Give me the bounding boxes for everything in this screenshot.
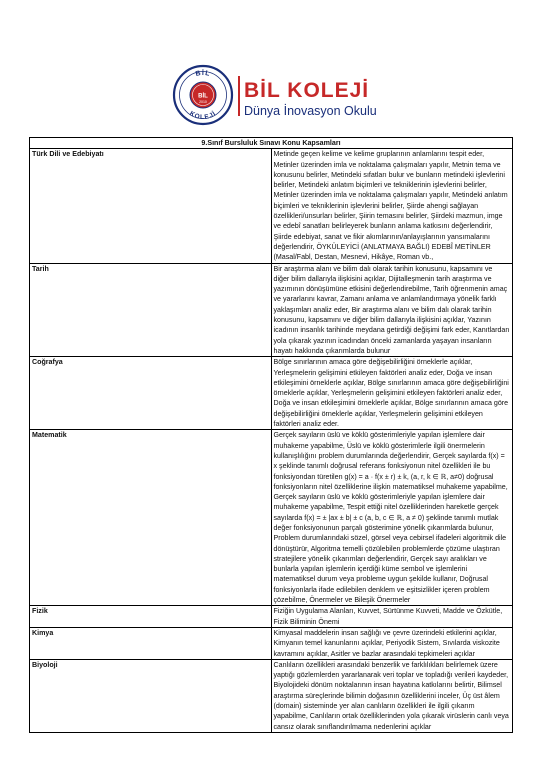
content-cell: Kimyasal maddelerin insan sağlığı ve çevre üzerindeki etkilerini açıklar, Kimyanın temel kanunlarını açıklar, Periyodik Sistem, Sıvılarda viskozite kavramını açıklar, Asitler ve bazlar arasındaki tepkimeleri açıklar — [271, 627, 513, 659]
logo-divider — [238, 76, 240, 116]
subject-cell: Matematik — [30, 430, 272, 606]
content-cell: Canlıların özellikleri arasındaki benzerlik ve farklılıkları belirlemek üzere yaptığı gözlemlerden yararlanarak veri toplar ve topladığı verileri kaydeder, Biyolojideki dönüm noktalarının insan hayatına katkılarını belirtir, Bilimsel araştırma süreçlerinde bilimin doğasının özelliklerini inceler, Üç üst âlem (domain) sisteminde yer alan canlıların özellikleri ile ilgili çıkarım yapabilme, Canlıların ortak özelliklerinden yola çıkarak virüslerin canlı veya cansız olarak sınıflandırılmama nedenlerini açıklar — [271, 659, 513, 732]
table-title: 9.Sınıf Bursluluk Sınavı Konu Kapsamları — [30, 138, 513, 149]
seal-year-text: 2010 — [199, 100, 207, 104]
table-row — [30, 606, 513, 628]
subject-cell: Türk Dili ve Edebiyatı — [30, 149, 272, 263]
subject-cell: Biyoloji — [30, 659, 272, 732]
seal-top-text: BİL — [195, 69, 212, 79]
table-row — [30, 659, 513, 732]
school-seal-icon — [172, 64, 234, 126]
table-row — [30, 263, 513, 357]
content-cell: Fiziğin Uygulama Alanları, Kuvvet, Sürtünme Kuvveti, Madde ve Özkütle, Fizik Biliminin Önemi — [271, 606, 513, 628]
curriculum-table — [29, 137, 513, 733]
table-row — [30, 430, 513, 606]
school-name: BİL KOLEJİ — [244, 79, 370, 102]
subject-cell: Kimya — [30, 627, 272, 659]
content-cell: Metinde geçen kelime ve kelime gruplarının anlamlarını tespit eder, Metinler üzerinden imla ve noktalama çalışmaları yapılır, Metnin tema ve konusunu belirler, Metindeki sıfatları bulur ve bunların metindeki işlevlerini belirler, Metindeki anlatım biçimleri ve tekniklerinin işlevlerini belirler, Metinler üzerinden imla ve noktalama çalışmaları yapılır, Metindeki anlatım biçimleri ve tekniklerinin işlevlerini belirler, Şiirde ahengi sağlayan özellikleri/unsurları belirler, Şiirin temasını belirler, Şiirdeki mazmun, imge ve edebî sanatları belirleyerek bunların anlama katkısını değerlendirir, Şiirde edebiyat, sanat ve fikir akımlarının/anlayışlarının yansımalarını değerlendirir, ÖYKÜLEYİCİ (ANLATMAYA BAĞLI) EDEBÎ METİNLER (Masal/Fabl, Destan, Mesnevi, Hikâye, Roman vb., — [271, 149, 513, 263]
table-title-row — [30, 138, 513, 149]
table-row — [30, 627, 513, 659]
subject-cell: Coğrafya — [30, 357, 272, 430]
table-row — [30, 149, 513, 263]
seal-bottom-text: KOLEJİ — [188, 110, 218, 122]
subject-cell: Tarih — [30, 263, 272, 357]
school-logo — [172, 64, 377, 134]
content-cell: Bir araştırma alanı ve bilim dalı olarak tarihin konusunu, kapsamını ve diğer bilim dallarıyla ilişkisini açıklar, Dijitalleşmenin tarih araştırma ve yazımının dönüşümüne etkisini değerlendirebilme, Tarih öğrenmenin amaç ve yararlarını kavrar, Zamanı anlama ve anlamlandırmaya yönelik farklı yaklaşımları analiz eder, Bir araştırma alanı ve bilim dalı olarak tarihin konusunu, kapsamını ve diğer bilim dallarıyla ilişkisini açıklar, Yazının icadının insanlık tarihinde meydana getirdiği değişimi fark eder, Kanıtlardan yola çıkarak yazının icadından önceki zamanlarda yaşayan insanların hayatı hakkında çıkarımlarda bulunur — [271, 263, 513, 357]
school-tagline: Dünya İnovasyon Okulu — [244, 104, 377, 118]
content-cell: Bölge sınırlarının amaca göre değişebilirliğini örneklerle açıklar, Yerleşmelerin gelişimini etkileyen faktörleri analiz eder, Doğa ve insan etkileşimini örneklerle açıklar, Bölge sınırlarının amaca göre değişebilirliğini örneklerle açıklar, Yerleşmelerin gelişimini etkileyen faktörleri analiz eder, Doğa ve insan etkileşimini örneklerle açıklar, Bölge sınırlarının amaca göre değişebilirliğini örneklerle açıklar, Yerleşmelerin gelişimini etkileyen faktörleri analiz eder. — [271, 357, 513, 430]
seal-center-text: BİL — [198, 93, 208, 100]
content-cell: Gerçek sayıların üslü ve köklü gösterimleriyle yapılan işlemlere dair muhakeme yapabilme, Üslü ve köklü gösterimlerle ilgili önermelerin kullanışlılığını problem durumlarında değerlendirir, Gerçek sayılarda f(x) = x şeklinde tanımlı doğrusal referans fonksiyonun nitel özellikleri ile bu fonksiyondan türetilen g(x) = a · f(x ± r) ± k, (a, r, k ∈ ℝ, a≠0) doğrusal fonksiyonların nitel özelliklerine ilişkin matematiksel muhakeme yapabilme, Gerçek sayıların üslü ve köklü gösterimleriyle yapılan işlemlere dair muhakeme yapabilme, Tespit ettiği nitel özelliklerinden hareketle gerçek sayılarda f(x) = ± |ax ± b| ± c (a, b, c ∈ ℝ, a ≠ 0) şeklinde tanımlı mutlak değer fonksiyonunun parçalı gösterimine yönelik çıkarımlarda bulunur, Problem durumlarındaki sözel, görsel veya cebirsel ifadeleri algoritmik dile dönüştürür, Algoritma temelli çözülebilen problemlerde çözüme ulaştıran stratejilere yönelik çıkarımları değerlendirir, Gerçek sayı aralıkları ve bunlarla yapılan işlemlerin içerdiği küme sembol ve işlemlerini matematiksel durum veya probleme uygun şekilde kullanır, Doğrusal fonksiyonlarla ifade edilebilen denklem ve eşitsizlikler içeren problem çözebilme, Önermeler ve Bileşik Önermeler — [271, 430, 513, 606]
table-row — [30, 357, 513, 430]
subject-cell: Fizik — [30, 606, 272, 628]
